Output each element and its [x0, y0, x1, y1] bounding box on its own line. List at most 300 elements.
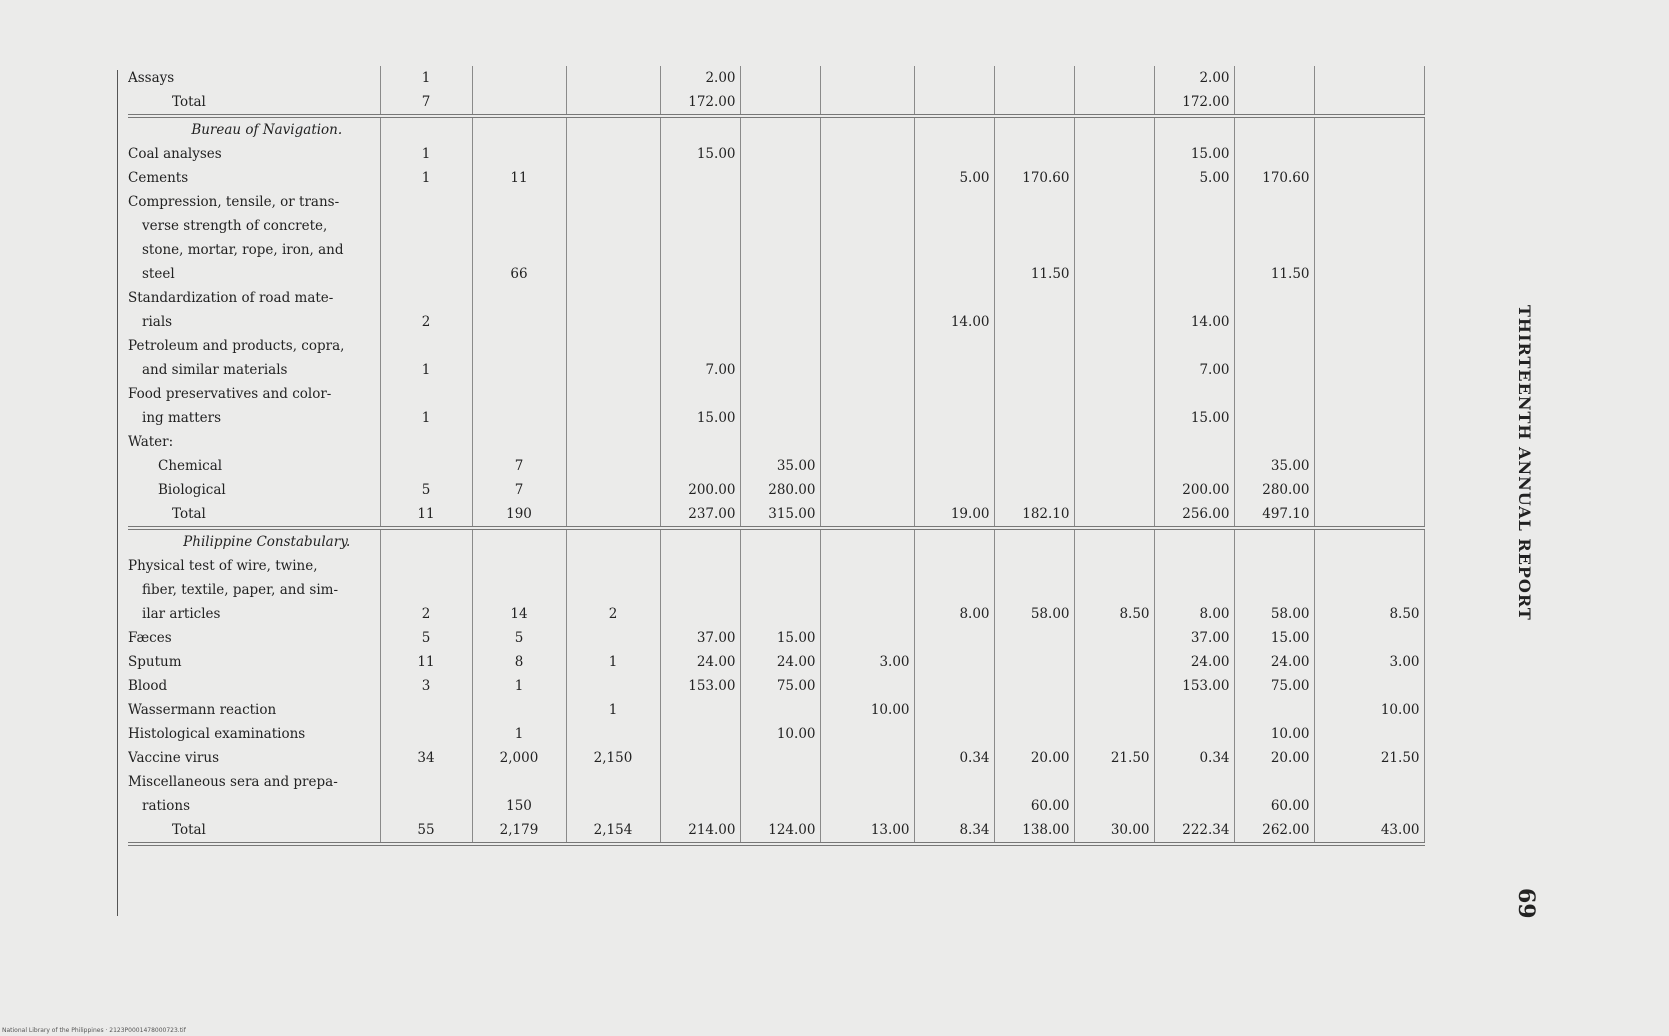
table-cell	[1234, 430, 1314, 454]
table-cell	[820, 90, 914, 116]
table-cell	[380, 214, 472, 238]
table-cell	[740, 262, 820, 286]
table-cell	[914, 142, 994, 166]
table-cell: 1	[380, 66, 472, 90]
table-cell	[1074, 406, 1154, 430]
table-cell	[566, 770, 660, 794]
table-cell: 172.00	[660, 90, 740, 116]
row-label: Water:	[128, 430, 380, 454]
table-cell: 172.00	[1154, 90, 1234, 116]
table-cell	[380, 430, 472, 454]
table-row	[128, 674, 1424, 698]
table-cell	[566, 116, 660, 142]
table-cell	[1074, 430, 1154, 454]
table-cell	[1074, 334, 1154, 358]
table-cell: 2	[566, 602, 660, 626]
table-cell	[820, 286, 914, 310]
table-cell	[566, 578, 660, 602]
table-cell	[994, 238, 1074, 262]
table-cell	[380, 698, 472, 722]
table-row	[128, 626, 1424, 650]
table-cell	[740, 430, 820, 454]
table-row	[128, 406, 1424, 430]
table-cell: 2,000	[472, 746, 566, 770]
table-cell	[380, 794, 472, 818]
table-cell: 14.00	[1154, 310, 1234, 334]
table-cell	[472, 238, 566, 262]
left-rule	[117, 70, 118, 916]
table-cell: 58.00	[994, 602, 1074, 626]
table-cell	[820, 602, 914, 626]
table-cell	[566, 674, 660, 698]
table-cell	[1074, 650, 1154, 674]
table-cell	[1314, 554, 1424, 578]
table-cell	[566, 190, 660, 214]
table-cell: 13.00	[820, 818, 914, 844]
table-cell	[740, 66, 820, 90]
table-cell	[740, 90, 820, 116]
table-cell	[820, 166, 914, 190]
table-cell: 8.34	[914, 818, 994, 844]
table-cell	[740, 142, 820, 166]
table-cell	[1074, 794, 1154, 818]
table-row	[128, 66, 1424, 90]
table-cell: 1	[566, 650, 660, 674]
table-cell	[1314, 286, 1424, 310]
table-cell	[380, 528, 472, 554]
table-cell	[566, 66, 660, 90]
row-label: stone, mortar, rope, iron, and	[128, 238, 380, 262]
table-cell	[1074, 528, 1154, 554]
table-row	[128, 286, 1424, 310]
row-label: Standardization of road mate-	[128, 286, 380, 310]
table-cell	[994, 66, 1074, 90]
table-cell	[660, 310, 740, 334]
table-cell	[660, 238, 740, 262]
table-cell	[1314, 478, 1424, 502]
table-cell: 1	[566, 698, 660, 722]
table-cell	[660, 116, 740, 142]
table-cell	[1314, 116, 1424, 142]
scan-footer-note: National Library of the Philippines · 2123P0001478000723.tif	[2, 1027, 186, 1034]
table-cell	[1234, 554, 1314, 578]
table-cell: 15.00	[660, 406, 740, 430]
table-cell	[1234, 770, 1314, 794]
row-label: fiber, textile, paper, and sim-	[128, 578, 380, 602]
table-cell	[472, 358, 566, 382]
table-cell: 8.00	[1154, 602, 1234, 626]
table-cell	[566, 382, 660, 406]
table-row	[128, 794, 1424, 818]
table-cell	[1234, 286, 1314, 310]
table-row	[128, 454, 1424, 478]
table-cell	[820, 382, 914, 406]
row-label: Petroleum and products, copra,	[128, 334, 380, 358]
table-cell: 1	[380, 142, 472, 166]
table-cell	[914, 286, 994, 310]
table-cell	[1074, 502, 1154, 528]
table-cell	[660, 770, 740, 794]
table-cell: 7	[380, 90, 472, 116]
table-cell: 37.00	[660, 626, 740, 650]
table-cell	[660, 578, 740, 602]
table-row	[128, 262, 1424, 286]
table-cell	[1074, 578, 1154, 602]
row-label: ilar articles	[128, 602, 380, 626]
table-cell: 1	[472, 674, 566, 698]
table-cell	[660, 698, 740, 722]
table-cell	[740, 190, 820, 214]
table-cell	[994, 406, 1074, 430]
table-cell	[1154, 554, 1234, 578]
table-cell	[914, 358, 994, 382]
table-cell	[994, 334, 1074, 358]
table-cell	[1234, 190, 1314, 214]
table-cell	[820, 794, 914, 818]
table-cell	[1074, 626, 1154, 650]
table-cell: 153.00	[1154, 674, 1234, 698]
table-cell	[1314, 214, 1424, 238]
table-cell	[914, 190, 994, 214]
table-cell: 150	[472, 794, 566, 818]
table-cell: 15.00	[1234, 626, 1314, 650]
table-cell: 2,150	[566, 746, 660, 770]
table-cell	[820, 358, 914, 382]
table-cell	[1234, 698, 1314, 722]
table-cell	[1314, 238, 1424, 262]
table-cell	[820, 722, 914, 746]
analyses-table	[128, 66, 1425, 846]
row-label: Physical test of wire, twine,	[128, 554, 380, 578]
table-section-heading	[128, 528, 1424, 554]
table-cell	[740, 358, 820, 382]
table-row	[128, 430, 1424, 454]
table-cell: 19.00	[914, 502, 994, 528]
table-cell	[380, 722, 472, 746]
table-cell	[660, 382, 740, 406]
table-cell: 3.00	[1314, 650, 1424, 674]
table-section-heading	[128, 116, 1424, 142]
table-cell	[566, 502, 660, 528]
table-cell	[994, 214, 1074, 238]
table-cell: 170.60	[994, 166, 1074, 190]
table-cell: 60.00	[1234, 794, 1314, 818]
table-cell	[1074, 698, 1154, 722]
table-cell	[994, 190, 1074, 214]
table-cell	[914, 722, 994, 746]
row-label: verse strength of concrete,	[128, 214, 380, 238]
table-cell	[1074, 90, 1154, 116]
table-cell: 2	[380, 602, 472, 626]
table-row	[128, 554, 1424, 578]
table-total-row	[128, 90, 1424, 116]
table-cell	[660, 454, 740, 478]
table-cell	[1074, 722, 1154, 746]
table-cell	[1314, 722, 1424, 746]
table-cell	[660, 602, 740, 626]
running-title: THIRTEENTH ANNUAL REPORT	[1515, 305, 1534, 621]
table-cell	[820, 406, 914, 430]
table-row	[128, 310, 1424, 334]
table-cell	[660, 528, 740, 554]
table-cell: 14.00	[914, 310, 994, 334]
table-cell	[472, 214, 566, 238]
table-cell	[1314, 382, 1424, 406]
table-cell	[1074, 166, 1154, 190]
table-cell	[472, 578, 566, 602]
table-cell	[1074, 478, 1154, 502]
row-label: Assays	[128, 66, 380, 90]
table-cell	[660, 262, 740, 286]
table-cell	[1314, 166, 1424, 190]
table-cell	[1314, 142, 1424, 166]
table-cell	[380, 238, 472, 262]
table-cell	[472, 698, 566, 722]
row-label: steel	[128, 262, 380, 286]
table-cell	[660, 334, 740, 358]
table-cell: 37.00	[1154, 626, 1234, 650]
table-cell	[1314, 66, 1424, 90]
table-cell	[820, 770, 914, 794]
table-cell: 8.50	[1314, 602, 1424, 626]
table-cell: 11.50	[994, 262, 1074, 286]
table-cell: 10.00	[820, 698, 914, 722]
row-label: Wassermann reaction	[128, 698, 380, 722]
table-cell	[566, 334, 660, 358]
table-cell	[1154, 238, 1234, 262]
table-row	[128, 238, 1424, 262]
table-cell	[1074, 214, 1154, 238]
table-cell	[660, 190, 740, 214]
table-cell	[660, 746, 740, 770]
table-cell	[820, 238, 914, 262]
table-cell	[1074, 554, 1154, 578]
table-cell	[660, 214, 740, 238]
row-label: Philippine Constabulary.	[128, 528, 380, 554]
table-cell	[566, 90, 660, 116]
table-cell	[1074, 286, 1154, 310]
table-cell	[820, 66, 914, 90]
table-cell	[380, 578, 472, 602]
table-cell	[994, 382, 1074, 406]
table-cell	[1154, 334, 1234, 358]
table-cell	[1234, 358, 1314, 382]
table-cell: 280.00	[740, 478, 820, 502]
table-cell: 1	[472, 722, 566, 746]
table-cell	[994, 674, 1074, 698]
table-cell	[380, 334, 472, 358]
table-cell	[472, 66, 566, 90]
table-cell	[1314, 626, 1424, 650]
table-cell: 24.00	[740, 650, 820, 674]
table-cell	[820, 626, 914, 650]
table-cell: 7	[472, 454, 566, 478]
table-cell	[740, 770, 820, 794]
table-cell	[820, 746, 914, 770]
table-cell: 256.00	[1154, 502, 1234, 528]
row-label: Fæces	[128, 626, 380, 650]
table-cell	[740, 310, 820, 334]
table-cell	[566, 454, 660, 478]
row-label: Cements	[128, 166, 380, 190]
table-cell: 15.00	[660, 142, 740, 166]
table-cell	[472, 334, 566, 358]
table-cell: 1	[380, 166, 472, 190]
table-cell: 14	[472, 602, 566, 626]
table-cell	[1314, 406, 1424, 430]
row-label: ing matters	[128, 406, 380, 430]
table-cell	[1074, 382, 1154, 406]
table-cell	[740, 698, 820, 722]
table-cell: 280.00	[1234, 478, 1314, 502]
table-cell	[380, 286, 472, 310]
table-cell	[1154, 190, 1234, 214]
table-cell: 1	[380, 358, 472, 382]
table-cell	[1074, 190, 1154, 214]
table-row	[128, 358, 1424, 382]
table-cell: 8	[472, 650, 566, 674]
table-cell	[820, 262, 914, 286]
table-cell	[914, 66, 994, 90]
table-cell	[1234, 142, 1314, 166]
table-total-row	[128, 502, 1424, 528]
table-cell: 21.50	[1314, 746, 1424, 770]
table-cell: 20.00	[994, 746, 1074, 770]
table-cell	[740, 406, 820, 430]
table-cell	[472, 142, 566, 166]
table-cell	[472, 554, 566, 578]
table-cell	[380, 116, 472, 142]
table-cell	[1234, 310, 1314, 334]
table-cell	[740, 746, 820, 770]
table-cell	[740, 334, 820, 358]
table-cell: 190	[472, 502, 566, 528]
table-cell	[994, 286, 1074, 310]
table-cell	[1154, 382, 1234, 406]
table-cell	[472, 286, 566, 310]
table-cell: 182.10	[994, 502, 1074, 528]
table-cell	[740, 528, 820, 554]
table-cell: 3	[380, 674, 472, 698]
table-cell: 24.00	[1234, 650, 1314, 674]
row-label: Chemical	[128, 454, 380, 478]
table-cell	[914, 528, 994, 554]
table-cell	[914, 116, 994, 142]
table-cell	[914, 770, 994, 794]
table-cell	[660, 554, 740, 578]
table-cell	[914, 698, 994, 722]
table-cell	[380, 190, 472, 214]
table-cell	[740, 286, 820, 310]
table-row	[128, 746, 1424, 770]
table-cell: 2.00	[1154, 66, 1234, 90]
table-cell	[1234, 90, 1314, 116]
table-cell	[820, 142, 914, 166]
table-cell	[914, 454, 994, 478]
table-cell	[740, 554, 820, 578]
table-row	[128, 142, 1424, 166]
table-cell: 15.00	[1154, 142, 1234, 166]
row-label: Total	[128, 502, 380, 528]
table-row	[128, 334, 1424, 358]
table-total-row	[128, 818, 1424, 844]
table-cell	[994, 626, 1074, 650]
table-row	[128, 602, 1424, 626]
table-cell	[380, 262, 472, 286]
table-cell: 10.00	[1234, 722, 1314, 746]
table-cell	[566, 310, 660, 334]
table-cell	[914, 334, 994, 358]
table-cell	[1074, 770, 1154, 794]
table-cell: 200.00	[660, 478, 740, 502]
table-cell	[472, 116, 566, 142]
table-cell	[1154, 430, 1234, 454]
table-cell	[660, 166, 740, 190]
table-cell: 138.00	[994, 818, 1074, 844]
table-cell	[1314, 358, 1424, 382]
table-cell	[914, 554, 994, 578]
table-cell	[1314, 674, 1424, 698]
table-cell	[1234, 406, 1314, 430]
table-cell	[1234, 382, 1314, 406]
row-label: Histological examinations	[128, 722, 380, 746]
table-cell	[1314, 454, 1424, 478]
table-cell	[820, 674, 914, 698]
row-label: Bureau of Navigation.	[128, 116, 380, 142]
table-cell	[380, 554, 472, 578]
table-cell: 153.00	[660, 674, 740, 698]
table-cell: 11	[380, 650, 472, 674]
table-cell	[566, 554, 660, 578]
row-label: Food preservatives and color-	[128, 382, 380, 406]
table-cell	[914, 578, 994, 602]
table-cell: 10.00	[740, 722, 820, 746]
table-cell	[740, 602, 820, 626]
table-cell	[660, 794, 740, 818]
table-cell	[1234, 578, 1314, 602]
table-cell	[914, 430, 994, 454]
table-cell	[914, 406, 994, 430]
table-cell: 200.00	[1154, 478, 1234, 502]
row-label: Blood	[128, 674, 380, 698]
table-cell	[820, 430, 914, 454]
table-cell	[820, 116, 914, 142]
table-cell	[566, 478, 660, 502]
table-cell	[1074, 142, 1154, 166]
table-cell: 0.34	[1154, 746, 1234, 770]
table-cell: 5	[472, 626, 566, 650]
table-cell	[994, 142, 1074, 166]
table-cell	[1074, 310, 1154, 334]
table-cell: 7	[472, 478, 566, 502]
table-body	[128, 66, 1424, 844]
table-cell	[1154, 698, 1234, 722]
table-cell	[1154, 722, 1234, 746]
table-cell	[740, 794, 820, 818]
table-cell	[380, 770, 472, 794]
table-cell	[994, 528, 1074, 554]
table-row	[128, 770, 1424, 794]
table-cell	[994, 650, 1074, 674]
table-cell: 66	[472, 262, 566, 286]
table-cell	[660, 722, 740, 746]
table-cell	[1074, 262, 1154, 286]
table-cell	[566, 794, 660, 818]
table-cell	[994, 454, 1074, 478]
row-label: Miscellaneous sera and prepa-	[128, 770, 380, 794]
table-cell: 35.00	[1234, 454, 1314, 478]
table-cell	[1154, 454, 1234, 478]
